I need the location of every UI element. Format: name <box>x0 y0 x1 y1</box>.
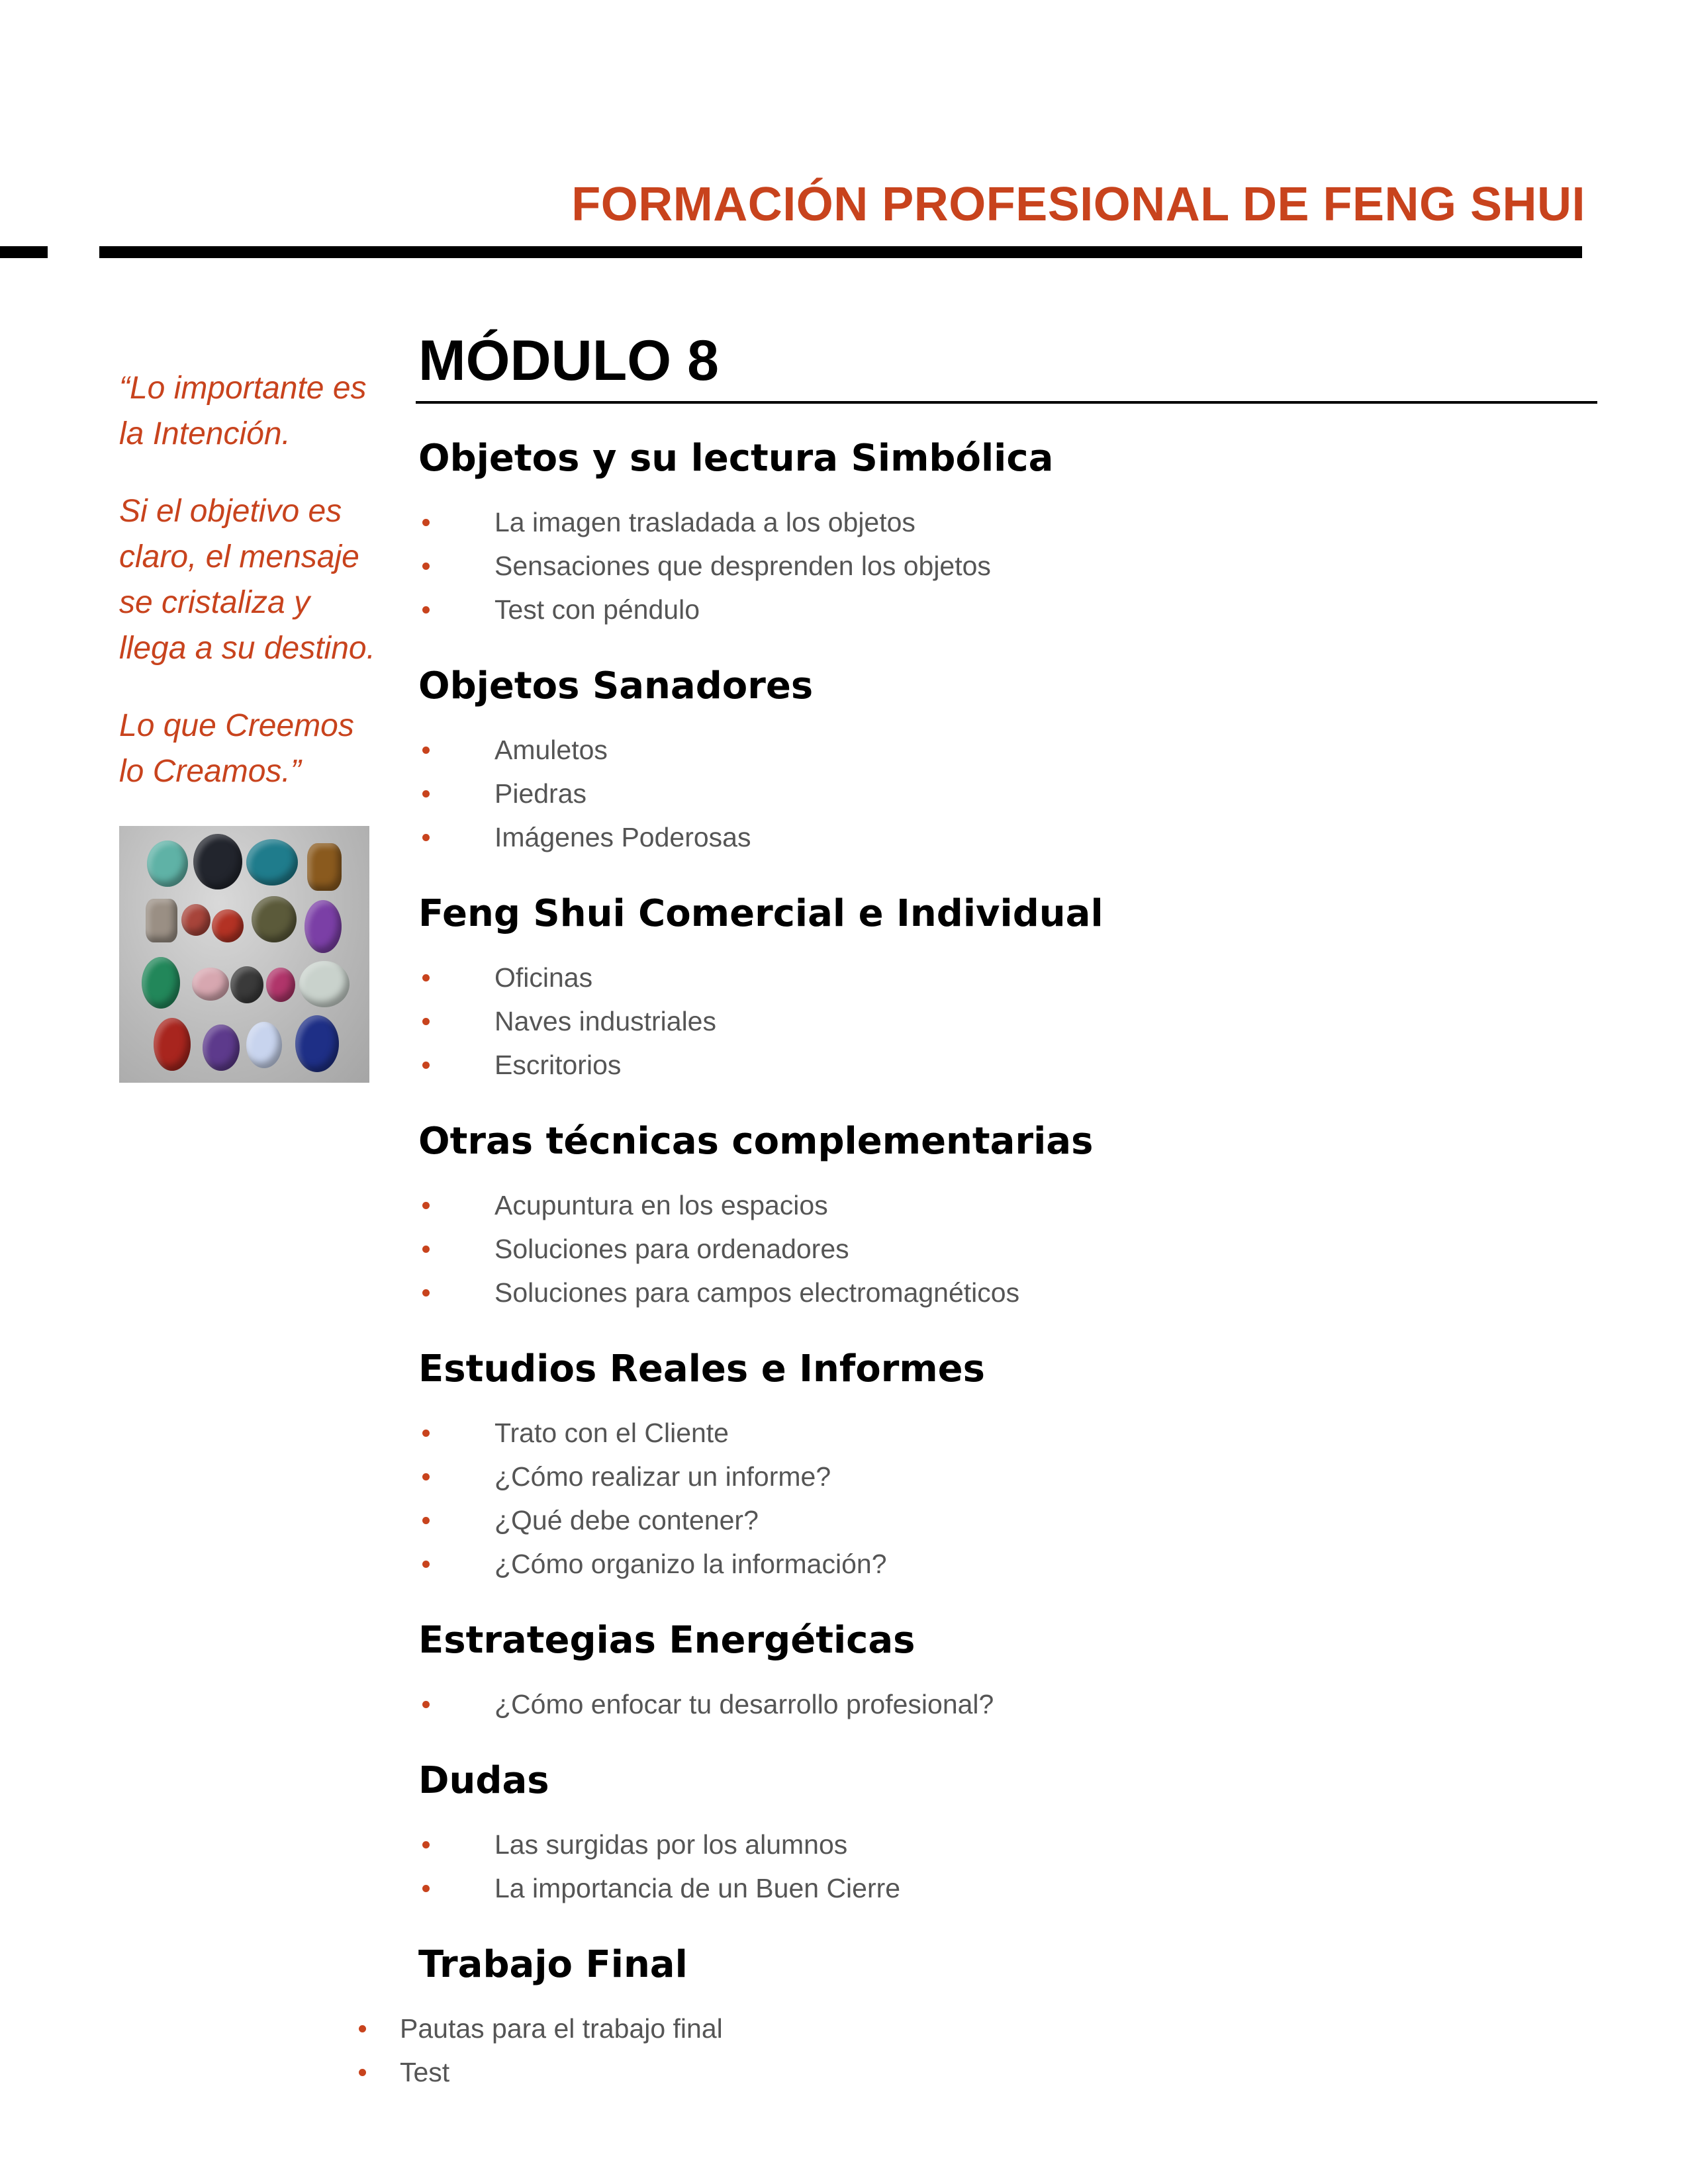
section-trabajo-final <box>400 1942 1603 2094</box>
list-item: La imagen trasladada a los objetos <box>418 500 1603 544</box>
section-heading: Trabajo Final <box>418 1943 688 1986</box>
section-objetos-sanadores <box>418 663 1603 859</box>
list-item: Soluciones para ordenadores <box>418 1227 1603 1271</box>
list-item: Test <box>359 2050 1603 2094</box>
bullet-list <box>418 1682 1603 1726</box>
list-item: Oficinas <box>418 956 1603 999</box>
quote <box>119 365 377 794</box>
quote-line-2: Si el objetivo es claro, el mensaje se cristaliza y llega a su destino. <box>119 494 375 666</box>
section-otras-tecnicas <box>418 1118 1603 1314</box>
bullet-list <box>418 728 1603 859</box>
bullet-list <box>418 1183 1603 1314</box>
gemstones-photo <box>119 826 369 1083</box>
list-item: La importancia de un Buen Cierre <box>418 1866 1603 1910</box>
bullet-list <box>418 500 1603 631</box>
section-dudas <box>418 1758 1603 1910</box>
section-heading: Estudios Reales e Informes <box>418 1347 985 1390</box>
module-title: MÓDULO 8 <box>418 329 719 392</box>
section-heading: Objetos y su lectura Simbólica <box>418 437 1054 480</box>
list-item: Piedras <box>418 772 1603 815</box>
quote-line-3: Lo que Creemos lo Creamos.” <box>119 708 354 789</box>
module-content <box>400 324 1603 2094</box>
section-heading: Feng Shui Comercial e Individual <box>418 892 1103 935</box>
list-item: ¿Cómo organizo la información? <box>418 1542 1603 1586</box>
section-estudios-reales <box>418 1346 1603 1586</box>
section-estrategias-energeticas <box>418 1617 1603 1726</box>
header-rule <box>99 246 1582 258</box>
bullet-list <box>418 1823 1603 1910</box>
section-objetos-simbolica <box>418 435 1603 631</box>
section-heading: Estrategias Energéticas <box>418 1619 915 1662</box>
list-item: ¿Cómo realizar un informe? <box>418 1455 1603 1498</box>
section-heading: Otras técnicas complementarias <box>418 1120 1094 1163</box>
bullet-list <box>418 1411 1603 1586</box>
list-item: Acupuntura en los espacios <box>418 1183 1603 1227</box>
bullet-list <box>418 956 1603 1087</box>
section-heading: Dudas <box>418 1759 549 1802</box>
quote-line-1: “Lo importante es la Intención. <box>119 371 367 451</box>
list-item: Las surgidas por los alumnos <box>418 1823 1603 1866</box>
section-heading: Objetos Sanadores <box>418 664 814 707</box>
list-item: ¿Cómo enfocar tu desarrollo profesional? <box>418 1682 1603 1726</box>
list-item: Naves industriales <box>418 999 1603 1043</box>
sidebar <box>119 365 377 1083</box>
header-rule-left <box>0 246 48 258</box>
list-item: Trato con el Cliente <box>418 1411 1603 1455</box>
list-item: Sensaciones que desprenden los objetos <box>418 544 1603 588</box>
bullet-list <box>359 2007 1603 2094</box>
list-item: Escritorios <box>418 1043 1603 1087</box>
module-title-rule <box>416 401 1597 404</box>
list-item: ¿Qué debe contener? <box>418 1498 1603 1542</box>
list-item: Test con péndulo <box>418 588 1603 631</box>
section-feng-shui-comercial <box>418 891 1603 1087</box>
list-item: Pautas para el trabajo final <box>359 2007 1603 2050</box>
document-title: FORMACIÓN PROFESIONAL DE FENG SHUI <box>571 178 1585 231</box>
list-item: Amuletos <box>418 728 1603 772</box>
list-item: Soluciones para campos electromagnéticos <box>418 1271 1603 1314</box>
list-item: Imágenes Poderosas <box>418 815 1603 859</box>
